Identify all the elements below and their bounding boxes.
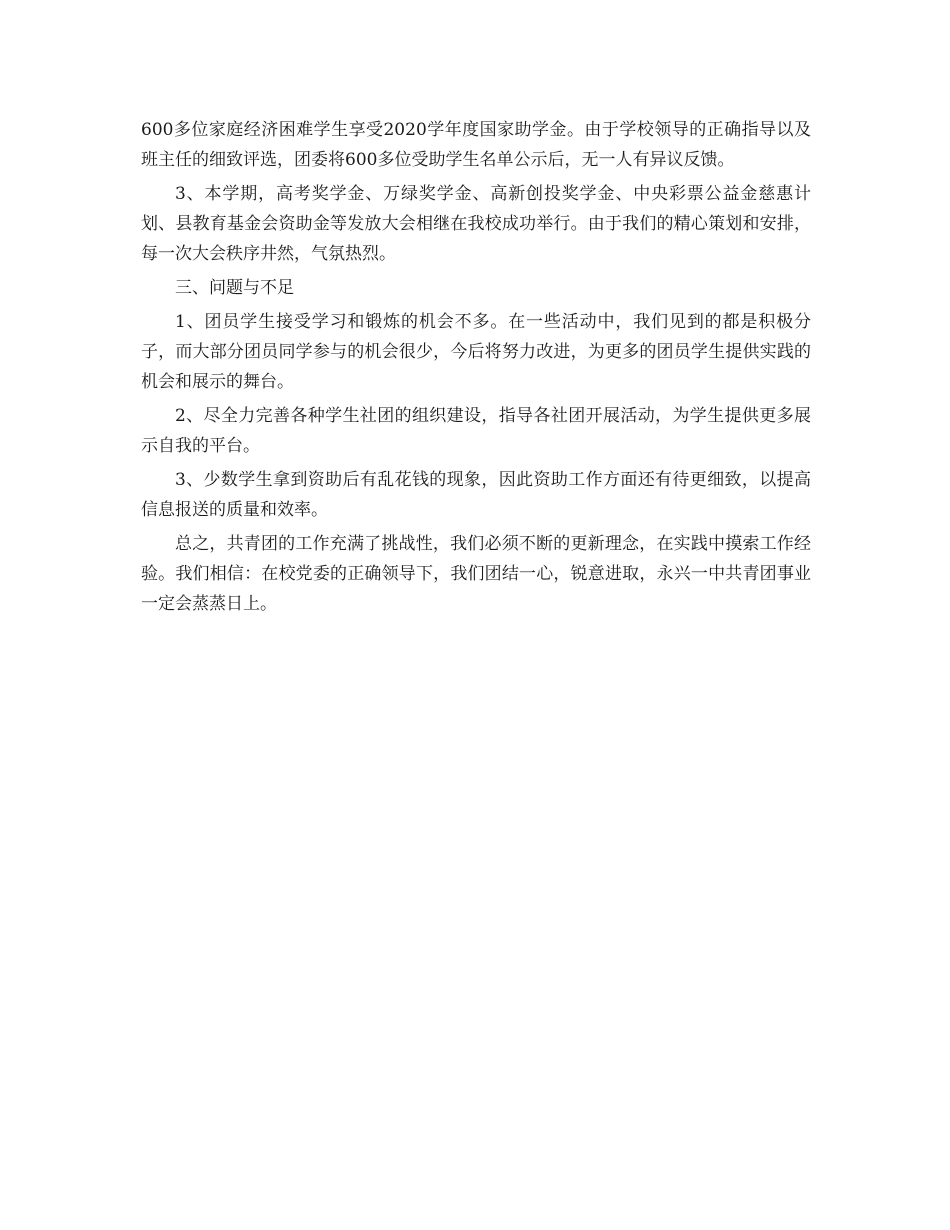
paragraph-problem-3: 3、少数学生拿到资助后有乱花钱的现象，因此资助工作方面还有待更细致，以提高信息报送的质量和效率。 xyxy=(141,470,811,520)
paragraph-award-ceremonies: 3、本学期，高考奖学金、万绿奖学金、高新创投奖学金、中央彩票公益金慈惠计划、县教育基金会资助金等发放大会相继在我校成功举行。由于我们的精心策划和安排，每一次大会秩序井然，气氛热烈。 xyxy=(141,184,811,264)
paragraph-conclusion: 总之，共青团的工作充满了挑战性，我们必须不断的更新理念，在实践中摸索工作经验。我们相信：在校党委的正确领导下，我们团结一心，锐意进取，永兴一中共青团事业一定会蒸蒸日上。 xyxy=(141,534,811,614)
paragraph-continuation: 600多位家庭经济困难学生享受2020学年度国家助学金。由于学校领导的正确指导以及班主任的细致评选，团委将600多位受助学生名单公示后，无一人有异议反馈。 xyxy=(141,120,811,170)
paragraph-problem-2: 2、尽全力完善各种学生社团的组织建设，指导各社团开展活动，为学生提供更多展示自我的平台。 xyxy=(141,406,811,456)
section-heading-problems: 三、问题与不足 xyxy=(175,278,294,298)
document-body xyxy=(141,115,811,623)
paragraph-problem-1: 1、团员学生接受学习和锻炼的机会不多。在一些活动中，我们见到的都是积极分子，而大部分团员同学参与的机会很少，今后将努力改进，为更多的团员学生提供实践的机会和展示的舞台。 xyxy=(141,312,811,392)
